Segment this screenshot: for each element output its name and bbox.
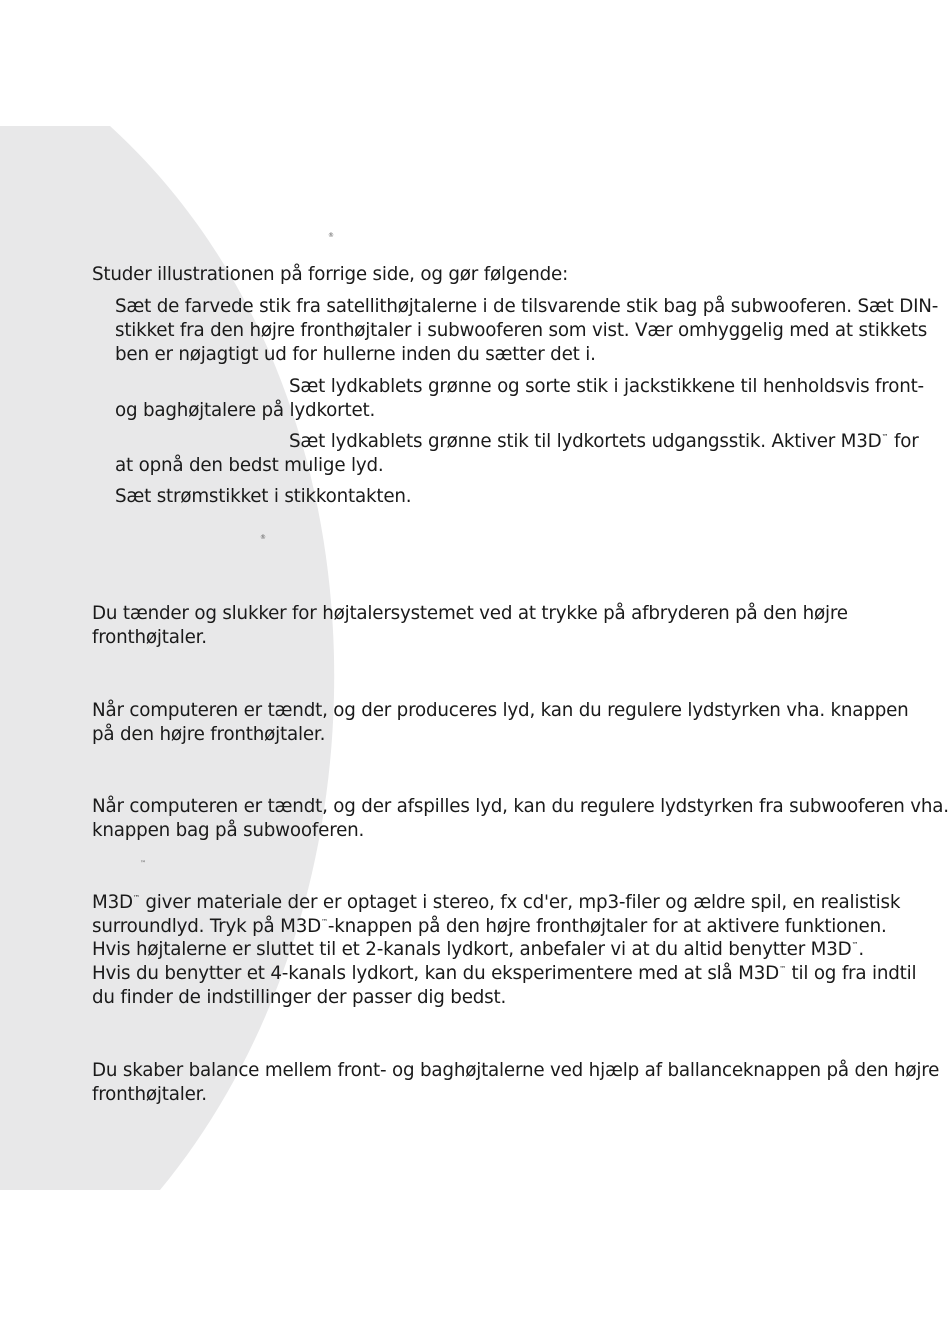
registered-mark-2: ® [260, 534, 266, 541]
step-1-line-2: stikket fra den højre fronthøjtaler i subwooferen som vist. Vær omhyggelig med at stikkets [115, 320, 928, 341]
step-1-line-1: Sæt de farvede stik fra satellithøjtalerne i de tilsvarende stik bag på subwooferen. Sæt DIN- [115, 296, 939, 317]
subwoofer-line-1: Når computeren er tændt, og der afspilles lyd, kan du regulere lydstyrken fra subwooferen vha. [92, 796, 949, 817]
m3d-text: til og fra indtil [785, 963, 917, 984]
balance-line-1: Du skaber balance mellem front- og baghøjtalerne ved hjælp af ballanceknappen på den højre [92, 1060, 940, 1081]
m3d-text: Hvis du benytter et 4-kanals lydkort, kan du eksperimentere med at slå M3D [92, 963, 780, 984]
subwoofer-line-2: knappen bag på subwooferen. [92, 820, 365, 841]
m3d-line-3 [92, 938, 864, 962]
m3d-text: . [858, 939, 864, 960]
m3d-line-1 [92, 891, 900, 915]
m3d-text: Hvis højtalerne er sluttet til et 2-kanals lydkort, anbefaler vi at du altid benytter M3D [92, 939, 852, 960]
step-4-text: Sæt strømstikket i stikkontakten. [115, 486, 412, 507]
tm-mark-heading: ™ [140, 860, 146, 867]
step-2-line-2: og baghøjtalere på lydkortet. [115, 400, 376, 421]
tm-mark: ™ [881, 433, 889, 441]
step-3-line-2: at opnå den bedst mulige lyd. [115, 455, 384, 476]
tm-mark: ™ [321, 918, 328, 926]
registered-mark: ® [328, 232, 334, 239]
m3d-text: giver materiale der er optaget i stereo, fx cd'er, mp3-filer og ældre spil, en realistisk [139, 892, 901, 913]
tm-mark: ™ [132, 894, 140, 902]
power-line-2: fronthøjtaler. [92, 627, 207, 648]
step-3-line-1 [289, 430, 919, 454]
step-2-line-1: Sæt lydkablets grønne og sorte stik i jackstikkene til henholdsvis front- [289, 376, 924, 397]
m3d-text: -knappen på den højre fronthøjtaler for at aktivere funktionen. [327, 916, 887, 937]
m3d-line-4 [92, 962, 916, 986]
volume-line-1: Når computeren er tændt, og der produceres lyd, kan du regulere lydstyrken vha. knappen [92, 700, 909, 721]
m3d-text: surroundlyd. Tryk på M3D [92, 916, 322, 937]
power-line-1: Du tænder og slukker for højtalersystemet ved at trykke på afbryderen på den højre [92, 603, 848, 624]
volume-line-2: på den højre fronthøjtaler. [92, 724, 326, 745]
tm-mark: ™ [779, 965, 786, 973]
step-3-text-end: for [888, 431, 919, 452]
intro-text: Studer illustrationen på forrige side, og gør følgende: [92, 264, 569, 285]
m3d-text: M3D [92, 892, 133, 913]
m3d-line-2 [92, 915, 887, 939]
balance-line-2: fronthøjtaler. [92, 1084, 207, 1105]
tm-mark: ™ [851, 941, 859, 949]
m3d-line-5: du finder de indstillinger der passer dig bedst. [92, 987, 507, 1008]
step-3-text: Sæt lydkablets grønne stik til lydkortets udgangsstik. Aktiver M3D [289, 431, 882, 452]
step-1-line-3: ben er nøjagtigt ud for hullerne inden du sætter det i. [115, 344, 596, 365]
